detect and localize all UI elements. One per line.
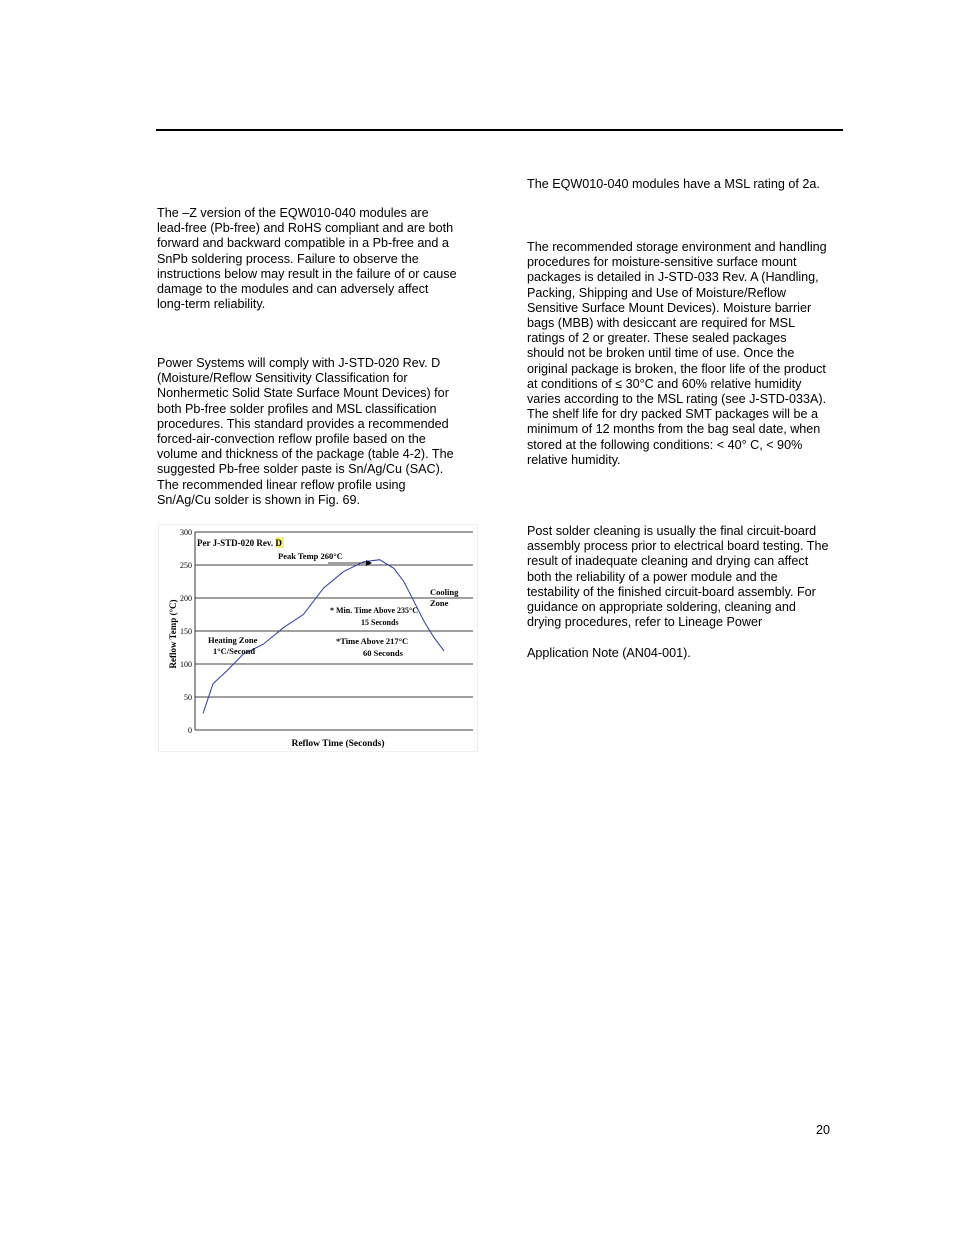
y-tick-label: 300 bbox=[180, 528, 192, 537]
above-217-label-1: *Time Above 217°C bbox=[336, 636, 409, 646]
min-time-label-1: * Min. Time Above 235°C bbox=[330, 606, 419, 615]
y-tick-label: 250 bbox=[180, 561, 192, 570]
storage-paragraph: The recommended storage environment and handling procedures for moisture-sensitive surface mount packages is detailed in J-STD-033 Rev. A (Handling, Packing, Shipping and Use of Moisture/Reflow Sensitive Surface Mount Devices). Moisture barrier bags (MBB) with desiccant are required for MSL ratings of 2 or greater. These sealed packages should not be broken until time of use. Once the original package is broken, the floor life of the product at conditions of ≤ 30°C and 60% relative humidity varies according to the MSL rating (see J-STD-033A). The shelf life for dry packed SMT packages will be a minimum of 12 months from the bag seal date, when stored at the following conditions: < 40° C, < 90% relative humidity. bbox=[527, 240, 827, 467]
reflow-profile-chart bbox=[158, 524, 478, 752]
reflow-chart-svg bbox=[158, 524, 478, 752]
lead-free-paragraph: The –Z version of the EQW010-040 modules are lead-free (Pb-free) and RoHS compliant and are both forward and backward compatible in a Pb-free and a SnPb soldering process. Failure to observe the instructions below may result in the failure of or cause damage to the modules and can adversely affect long-term reliability. bbox=[157, 206, 457, 312]
page-number: 20 bbox=[816, 1123, 831, 1137]
x-axis-label: Reflow Time (Seconds) bbox=[291, 739, 385, 749]
header-rule bbox=[156, 129, 843, 131]
heating-zone-label-1: Heating Zone bbox=[208, 635, 258, 645]
app-note-paragraph: Application Note (AN04-001). bbox=[527, 646, 691, 660]
y-tick-label: 50 bbox=[184, 693, 192, 702]
above-217-label-2: 60 Seconds bbox=[363, 648, 403, 658]
peak-temp-label: Peak Temp 260°C bbox=[278, 551, 343, 561]
y-tick-label: 0 bbox=[188, 726, 192, 735]
cooling-label-1: Cooling bbox=[430, 587, 459, 597]
chart-title: Per J-STD-020 Rev. D bbox=[197, 538, 282, 548]
y-axis-label: Reflow Temp (°C) bbox=[168, 599, 178, 669]
y-tick-label: 200 bbox=[180, 594, 192, 603]
min-time-label-2: 15 Seconds bbox=[361, 618, 399, 627]
y-tick-label: 150 bbox=[180, 627, 192, 636]
msl-rating-paragraph: The EQW010-040 modules have a MSL rating of 2a. bbox=[527, 177, 820, 191]
heating-zone-label-2: 1°C/Second bbox=[213, 646, 256, 656]
cooling-label-2: Zone bbox=[430, 598, 449, 608]
cleaning-paragraph: Post solder cleaning is usually the final circuit-board assembly process prior to electrical board testing. The result of inadequate cleaning and drying can affect both the reliability of a power module and the testability of the finished circuit-board assembly. For guidance on appropriate soldering, cleaning and drying procedures, refer to Lineage Power bbox=[527, 524, 829, 630]
jstd020-paragraph: Power Systems will comply with J-STD-020 Rev. D (Moisture/Reflow Sensitivity Classification for Nonhermetic Solid State Surface Mount Devices) for both Pb-free solder profiles and MSL classification procedures. This standard provides a recommended forced-air-convection reflow profile based on the volume and thickness of the package (table 4-2). The suggested Pb-free solder paste is Sn/Ag/Cu (SAC). The recommended linear reflow profile using Sn/Ag/Cu solder is shown in Fig. 69. bbox=[157, 356, 454, 507]
y-tick-label: 100 bbox=[180, 660, 192, 669]
